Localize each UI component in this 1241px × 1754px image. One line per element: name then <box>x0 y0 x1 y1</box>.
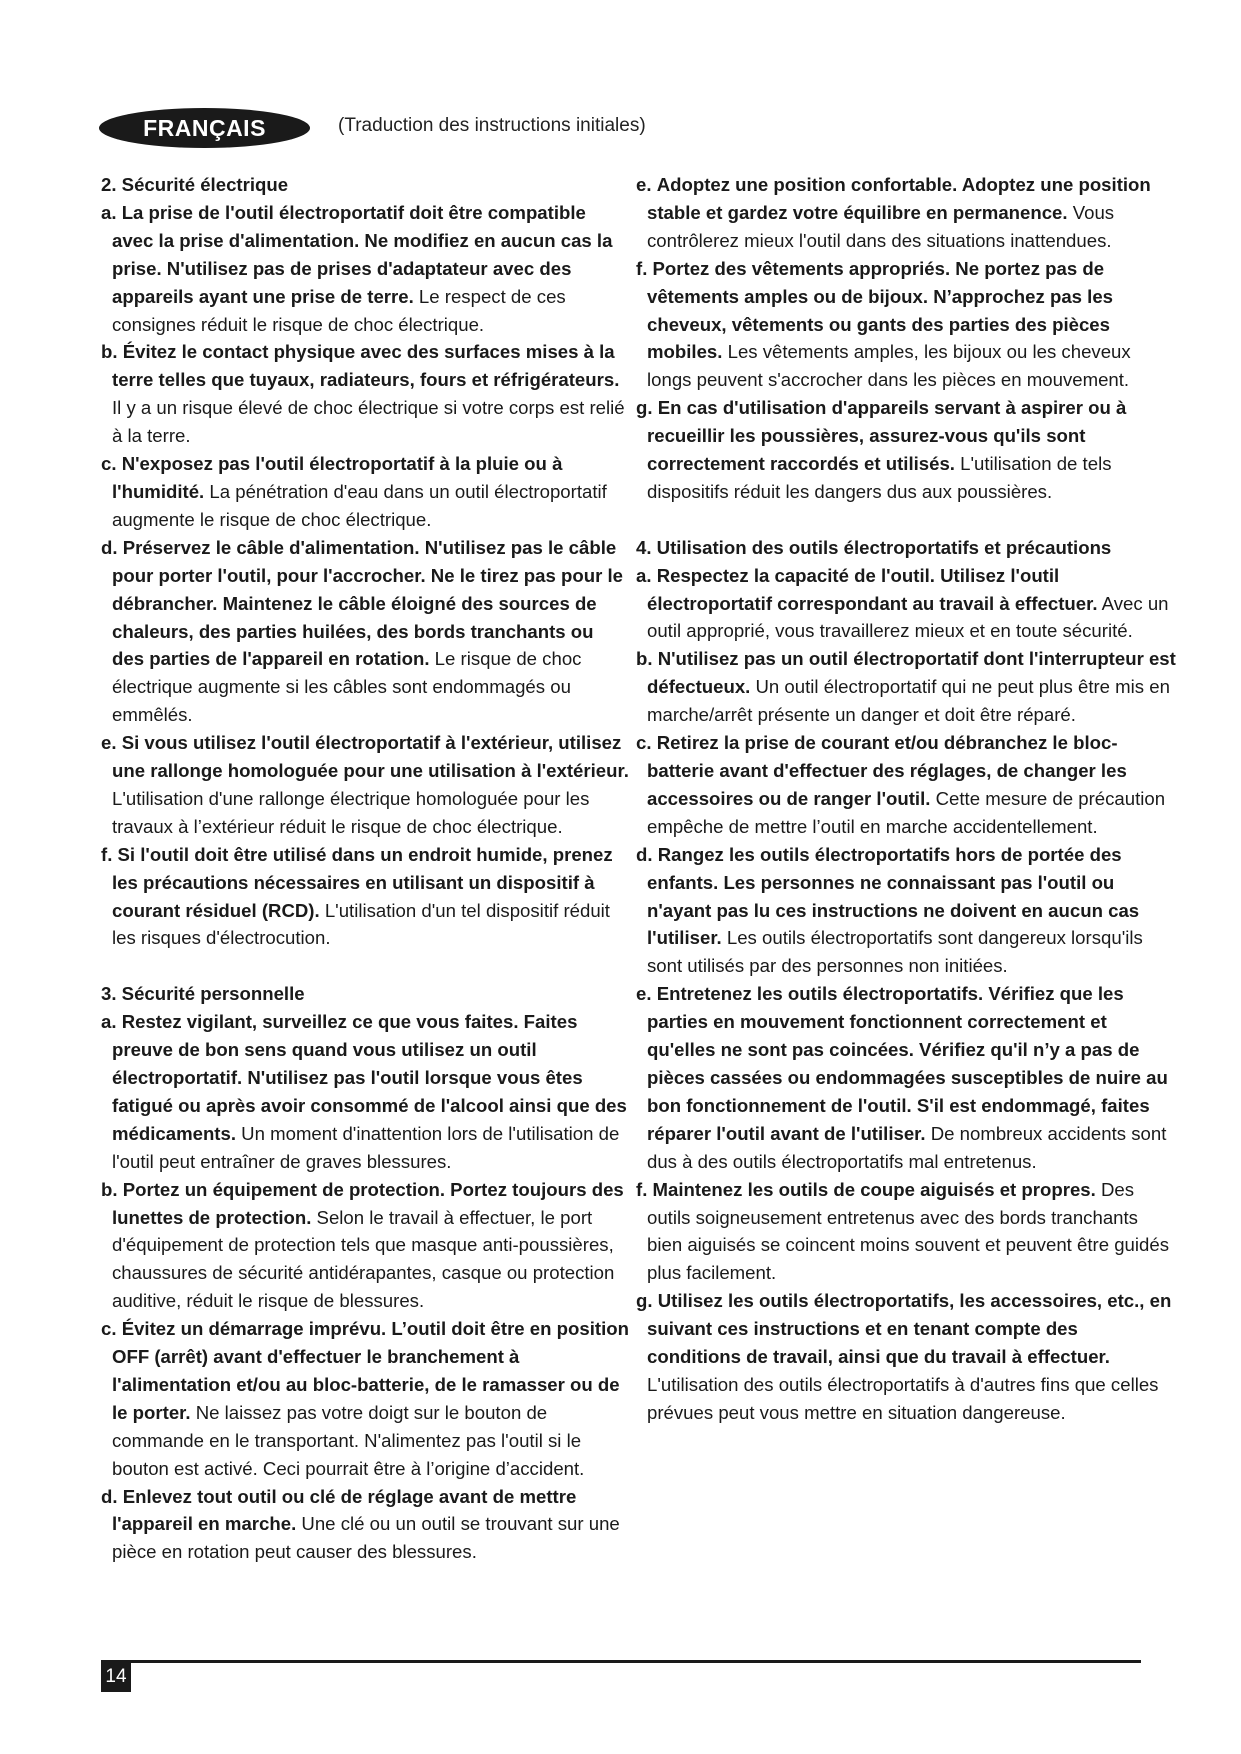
section-4-title: 4. Utilisation des outils électroportatifs et précautions <box>636 536 1112 558</box>
item-marker: f. <box>636 257 648 279</box>
item-instruction: Entretenez les outils électroportatifs. Vérifiez que les parties en mouvement fonctionnent correctement et qu'elles ne sont pas coincées. Vérifiez qu'il n’y a pas de pièces cassées ou endommagées susceptibles de nuire au bon fonctionnement de l'outil. S'il est endommagé, faites réparer l'outil avant de l'utiliser. <box>647 983 1168 1144</box>
item-instruction: N'utilisez pas un outil électroportatif dont l'interrupteur est défectueux. <box>647 648 1176 698</box>
item-explanation: Un outil électroportatif qui ne peut plus être mis en marche/arrêt présente un danger et doit être réparé. <box>647 676 1170 726</box>
item-explanation: L'utilisation de tels dispositifs réduit les dangers dus aux poussières. <box>647 453 1112 502</box>
item-instruction: Portez un équipement de protection. Portez toujours des lunettes de protection. <box>112 1178 624 1228</box>
language-badge: FRANÇAIS <box>99 108 310 148</box>
item-marker: f. <box>101 843 113 865</box>
item-instruction: Si l'outil doit être utilisé dans un endroit humide, prenez les précautions nécessaires en utilisant un dispositif à courant résiduel (RCD). <box>112 843 613 921</box>
instruction-item <box>636 562 1176 646</box>
instruction-item <box>101 1176 629 1316</box>
item-explanation: Avec un outil approprié, vous travaillerez mieux et en toute sécurité. <box>647 592 1169 642</box>
item-explanation: Cette mesure de précaution empêche de mettre l’outil en marche accidentellement. <box>647 787 1166 837</box>
item-marker: e. <box>636 983 652 1005</box>
instruction-item <box>101 199 629 339</box>
item-marker: a. <box>101 201 117 223</box>
item-marker: b. <box>101 341 118 363</box>
item-instruction: Évitez un démarrage imprévu. L’outil doit être en position OFF (arrêt) avant d'effectuer le branchement à l'alimentation et/ou au bloc-batterie, de le ramasser ou de le porter. <box>112 1318 629 1423</box>
translation-note: (Traduction des instructions initiales) <box>338 115 646 136</box>
item-instruction: Adoptez une position confortable. Adoptez une position stable et gardez votre équilibre en permanence. <box>647 174 1151 223</box>
item-marker: d. <box>101 536 118 558</box>
item-explanation: L'utilisation des outils électroportatifs à d'autres fins que celles prévues peut vous mettre en situation dangereuse. <box>647 1373 1159 1423</box>
item-instruction: Maintenez les outils de coupe aiguisés et propres. <box>652 1178 1096 1200</box>
item-explanation: Le risque de choc électrique augmente si les câbles sont endommagés ou emmêlés. <box>112 648 582 726</box>
item-explanation: Vous contrôlerez mieux l'outil dans des situations inattendues. <box>647 201 1115 251</box>
instruction-item <box>636 171 1176 255</box>
instruction-item <box>636 1287 1176 1427</box>
item-marker: c. <box>101 453 117 475</box>
item-instruction: En cas d'utilisation d'appareils servant à aspirer ou à recueillir les poussières, assurez-vous qu'ils sont correctement raccordés et utilisés. <box>647 397 1127 475</box>
item-marker: g. <box>636 1290 653 1312</box>
right-column <box>636 171 1176 1427</box>
item-marker: d. <box>101 1485 118 1507</box>
item-explanation: Des outils soigneusement entretenus avec des bords tranchants bien aiguisés se coincent moins souvent et peuvent être guidés plus facilement. <box>647 1178 1169 1284</box>
section-2-list <box>101 199 629 952</box>
instruction-item <box>101 534 629 729</box>
item-instruction: N'exposez pas l'outil électroportatif à la pluie ou à l'humidité. <box>112 453 563 502</box>
item-marker: c. <box>101 1318 117 1340</box>
instruction-item <box>636 841 1176 981</box>
item-explanation: L'utilisation d'un tel dispositif réduit les risques d'électrocution. <box>112 899 610 949</box>
item-instruction: Utilisez les outils électroportatifs, les accessoires, etc., en suivant ces instructions et en tenant compte des conditions de travail, ainsi que du travail à effectuer. <box>647 1290 1172 1368</box>
section-3-list <box>101 1008 629 1566</box>
item-explanation: Un moment d'inattention lors de l'utilisation de l'outil peut entraîner de graves blessures. <box>112 1122 620 1172</box>
item-instruction: Évitez le contact physique avec des surfaces mises à la terre telles que tuyaux, radiateurs, fours et réfrigérateurs. <box>112 341 620 391</box>
item-instruction: Préservez le câble d'alimentation. N'utilisez pas le câble pour porter l'outil, pour l'accrocher. Ne le tirez pas pour le débrancher. Maintenez le câble éloigné des sources de chaleurs, des parties huilées, des bords tranchants ou des parties de l'appareil en rotation. <box>112 536 623 670</box>
item-marker: b. <box>636 648 653 670</box>
item-marker: e. <box>636 174 652 195</box>
item-marker: f. <box>636 1178 648 1200</box>
instruction-item <box>636 729 1176 841</box>
item-instruction: Respectez la capacité de l'outil. Utilisez l'outil électroportatif correspondant au travail à effectuer. <box>647 564 1098 614</box>
section-3-title: 3. Sécurité personnelle <box>101 983 305 1005</box>
item-explanation: De nombreux accidents sont dus à des outils électroportatifs mal entretenus. <box>647 1122 1167 1172</box>
instruction-item <box>101 1315 629 1482</box>
item-instruction: Restez vigilant, surveillez ce que vous faites. Faites preuve de bon sens quand vous utilisez un outil électroportatif. N'utilisez pas l'outil lorsque vous êtes fatigué ou après avoir consommé de l'alcool ainsi que des médicaments. <box>112 1011 627 1144</box>
item-instruction: Retirez la prise de courant et/ou débranchez le bloc-batterie avant d'effectuer des réglages, de changer les accessoires ou de ranger l'outil. <box>647 732 1127 809</box>
item-explanation: Il y a un risque élevé de choc électrique si votre corps est relié à la terre. <box>112 397 625 447</box>
instruction-item <box>636 980 1176 1175</box>
item-marker: c. <box>636 732 652 754</box>
item-marker: d. <box>636 843 653 865</box>
instruction-item <box>101 841 629 953</box>
instruction-item <box>636 1176 1176 1288</box>
instruction-item <box>101 1008 629 1175</box>
instruction-item <box>636 645 1176 729</box>
item-explanation: Une clé ou un outil se trouvant sur une pièce en rotation peut causer des blessures. <box>112 1513 620 1563</box>
item-explanation: Le respect de ces consignes réduit le risque de choc électrique. <box>112 285 566 335</box>
item-marker: a. <box>101 1011 117 1033</box>
item-instruction: Enlevez tout outil ou clé de réglage avant de mettre l'appareil en marche. <box>112 1485 577 1535</box>
item-instruction: Portez des vêtements appropriés. Ne portez pas de vêtements amples ou de bijoux. N’approchez pas les cheveux, vêtements ou gants des parties des pièces mobiles. <box>647 257 1114 363</box>
item-explanation: Les outils électroportatifs sont dangereux lorsqu'ils sont utilisés par des personnes non initiées. <box>647 927 1143 977</box>
instruction-item <box>101 450 629 534</box>
item-explanation: Selon le travail à effectuer, le port d'équipement de protection tels que masque anti-poussières, chaussures de sécurité antidérapantes, casque ou protection auditive, réduit le risque de blessures. <box>112 1206 615 1312</box>
section-2-title: 2. Sécurité électrique <box>101 174 289 195</box>
item-instruction: La prise de l'outil électroportatif doit être compatible avec la prise d'alimentation. Ne modifiez en aucun cas la prise. N'utilisez pas de prises d'adaptateur avec des appareils ayant une prise de terre. <box>112 201 613 307</box>
item-instruction: Si vous utilisez l'outil électroportatif à l'extérieur, utilisez une rallonge homologuée pour une utilisation à l'extérieur. <box>112 732 629 782</box>
instruction-item <box>101 1483 629 1567</box>
section-4-list <box>636 562 1176 1427</box>
item-marker: b. <box>101 1178 118 1200</box>
item-marker: e. <box>101 732 117 754</box>
item-explanation: Ne laissez pas votre doigt sur le bouton de commande en le transportant. N'alimentez pas l'outil si le bouton est activé. Ceci pourrait être à l’origine d’accident. <box>112 1401 585 1479</box>
instruction-item <box>101 338 629 450</box>
section-3-continued-list <box>636 171 1176 506</box>
instruction-item <box>636 255 1176 395</box>
instruction-item <box>636 394 1176 506</box>
item-marker: g. <box>636 397 653 419</box>
instruction-item <box>101 729 629 841</box>
footer-rule <box>101 1660 1141 1663</box>
item-explanation: L'utilisation d'une rallonge électrique homologuée pour les travaux à l’extérieur réduit le risque de choc électrique. <box>112 787 590 837</box>
page-number: 14 <box>101 1662 131 1692</box>
left-column <box>101 171 629 1566</box>
item-marker: a. <box>636 564 652 586</box>
item-explanation: Les vêtements amples, les bijoux ou les cheveux longs peuvent s'accrocher dans les pièces en mouvement. <box>647 341 1131 391</box>
item-instruction: Rangez les outils électroportatifs hors de portée des enfants. Les personnes ne connaissant pas l'outil ou n'ayant pas lu ces instructions ne doivent en aucun cas l'utiliser. <box>647 843 1140 949</box>
item-explanation: La pénétration d'eau dans un outil électroportatif augmente le risque de choc électrique. <box>112 480 607 530</box>
